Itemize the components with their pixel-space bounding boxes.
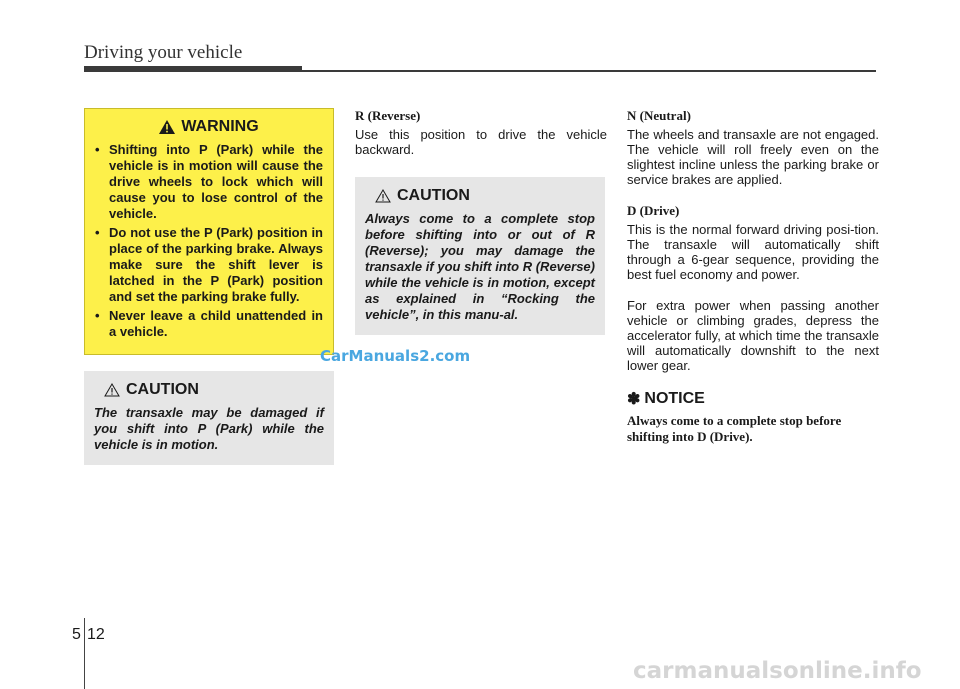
warning-item bbox=[95, 142, 323, 222]
caution-triangle-icon bbox=[375, 189, 391, 203]
warning-item bbox=[95, 225, 323, 305]
header-rule-thick bbox=[84, 66, 302, 72]
caution-header bbox=[104, 381, 324, 399]
bullet-icon: • bbox=[95, 142, 100, 157]
caution-title: CAUTION bbox=[397, 187, 470, 204]
warning-title: WARNING bbox=[181, 118, 259, 135]
right-column bbox=[627, 108, 879, 445]
notice-star-icon: ✽ bbox=[627, 391, 641, 408]
neutral-text: The wheels and transaxle are not engaged. The vehicle will roll freely even on the slightest incline unless the parking brake or service brakes are applied. bbox=[627, 127, 879, 187]
caution-box-park bbox=[84, 371, 334, 465]
warning-list bbox=[95, 142, 323, 340]
neutral-title: N (Neutral) bbox=[627, 108, 691, 123]
caution-header bbox=[375, 187, 595, 205]
header-rule-thin bbox=[302, 70, 876, 72]
warning-header bbox=[95, 118, 323, 136]
notice-text: Always come to a complete stop before shifting into D (Drive). bbox=[627, 413, 842, 444]
caution-title: CAUTION bbox=[126, 381, 199, 398]
caution-text: Always come to a complete stop before shifting into or out of R (Reverse); you may damage the transaxle if you shift into R (Reverse) while the vehicle is in motion, except as explained in “Rocking the vehicle”, in this manu-al. bbox=[365, 211, 595, 322]
notice-header bbox=[627, 389, 879, 409]
middle-column bbox=[355, 108, 607, 335]
warning-triangle-icon bbox=[159, 120, 175, 134]
notice-title: NOTICE bbox=[644, 390, 705, 407]
watermark-text: CarManuals2.com bbox=[320, 347, 471, 365]
warning-item-text: Do not use the P (Park) position in place of the parking brake. Always make sure the shift lever is latched in the P (Park) position and set the parking brake fully. bbox=[109, 225, 323, 304]
left-column bbox=[84, 108, 336, 465]
bullet-icon: • bbox=[95, 225, 100, 240]
reverse-text: Use this position to drive the vehicle backward. bbox=[355, 127, 607, 157]
page-number: 12 bbox=[87, 626, 105, 643]
caution-box-reverse bbox=[355, 177, 605, 335]
page-header-title: Driving your vehicle bbox=[84, 42, 243, 63]
caution-text: The transaxle may be damaged if you shift into P (Park) while the vehicle is in motion. bbox=[94, 405, 324, 452]
footer-rule bbox=[84, 618, 85, 689]
drive-extra-power-text: For extra power when passing another vehicle or climbing grades, depress the accelerator fully, at which time the transaxle will automatically downshift to the next lower gear. bbox=[627, 298, 879, 373]
caution-triangle-icon bbox=[104, 383, 120, 397]
drive-title: D (Drive) bbox=[627, 203, 680, 218]
reverse-title: R (Reverse) bbox=[355, 108, 421, 123]
warning-item-text: Never leave a child unattended in a vehicle. bbox=[109, 308, 323, 339]
warning-item-text: Shifting into P (Park) while the vehicle is in motion will cause the drive wheels to lock which will cause you to lose control of the vehicle. bbox=[109, 142, 323, 221]
chapter-number: 5 bbox=[72, 626, 81, 643]
warning-box bbox=[84, 108, 334, 355]
warning-item bbox=[95, 308, 323, 340]
bullet-icon: • bbox=[95, 308, 100, 323]
drive-text: This is the normal forward driving posi-tion. The transaxle will automatically shift through a 6-gear sequence, providing the best fuel economy and power. bbox=[627, 222, 879, 282]
site-watermark: carmanualsonline.info bbox=[633, 658, 922, 684]
